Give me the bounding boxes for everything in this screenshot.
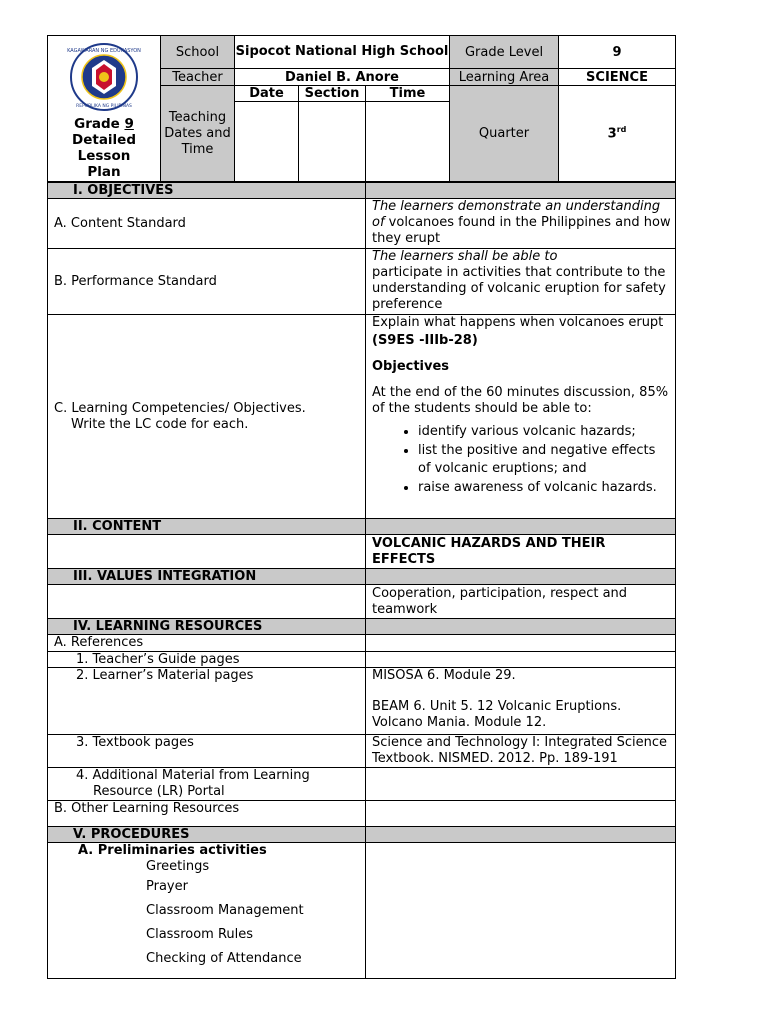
objective-list	[372, 423, 671, 497]
content-title: II. CONTENT	[48, 519, 366, 535]
school-value: Sipocot National High School	[235, 36, 450, 69]
prelim-item: Classroom Rules	[146, 927, 254, 942]
references-label: A. References	[48, 635, 366, 652]
prelim-item: Greetings	[146, 859, 210, 874]
quarter-value: 3rd	[559, 86, 676, 182]
prelim-item: Checking of Attendance	[146, 951, 302, 966]
lesson-plan-table	[47, 182, 676, 979]
time-cell	[366, 102, 450, 182]
grade-number: 9	[124, 116, 134, 132]
section-cell	[299, 102, 366, 182]
plan-title-3: Plan	[87, 164, 121, 180]
school-label: School	[161, 36, 235, 69]
deped-logo	[48, 36, 160, 112]
learners-material-value: MISOSA 6. Module 29. BEAM 6. Unit 5. 12 Volcanic Eruptions. Volcano Mania. Module 12.	[366, 668, 676, 735]
objectives-title: I. OBJECTIVES	[48, 183, 366, 199]
performance-standard-label: B. Performance Standard	[48, 249, 366, 315]
other-resources-label: B. Other Learning Resources	[48, 801, 366, 827]
textbook-value: Science and Technology I: Integrated Science Textbook. NISMED. 2012. Pp. 189-191	[366, 735, 676, 768]
procedures-title: V. PROCEDURES	[48, 827, 366, 843]
plan-title-1: Detailed	[72, 132, 136, 148]
section-label: Section	[299, 86, 366, 102]
learners-material-label: 2. Learner’s Material pages	[48, 668, 366, 735]
performance-standard-value: The learners shall be able to participate in activities that contribute to the understanding of volcanic eruption for safety preference	[366, 249, 676, 315]
preliminaries-label: A. Preliminaries activities	[78, 843, 267, 858]
competencies-value: Explain what happens when volcanoes erupt (S9ES -IIIb-28) Objectives At the end of the 60 minutes discussion, 85% of the students should be able to: • identify various volcanic hazards; • list the positive and negative effects of volcanic eruptions; and • raise awareness of volcanic hazards.	[366, 315, 676, 519]
date-label: Date	[235, 86, 299, 102]
content-value: VOLCANIC HAZARDS AND THEIR EFFECTS	[366, 535, 676, 569]
objective-item: • identify various volcanic hazards;	[418, 423, 671, 442]
header-table	[47, 35, 676, 182]
quarter-label: Quarter	[450, 86, 559, 182]
grade-level-value: 9	[559, 36, 676, 69]
svg-text:REPUBLIKA NG PILIPINAS: REPUBLIKA NG PILIPINAS	[76, 104, 132, 109]
content-standard-value: The learners demonstrate an understanding of volcanoes found in the Philippines and how they erupt	[366, 199, 676, 249]
content-standard-label: A. Content Standard	[48, 199, 366, 249]
teacher-value: Daniel B. Anore	[235, 69, 450, 86]
preliminaries-cell	[48, 843, 366, 979]
plan-title-2: Lesson	[77, 148, 131, 164]
learning-area-label: Learning Area	[450, 69, 559, 86]
teachers-guide-label: 1. Teacher’s Guide pages	[48, 652, 366, 668]
svg-text:KAGAWARAN NG EDUKASYON: KAGAWARAN NG EDUKASYON	[67, 48, 141, 54]
additional-material-label: 4. Additional Material from Learning Resource (LR) Portal	[48, 768, 366, 801]
grade-plan-title	[48, 116, 160, 180]
objective-item: • raise awareness of volcanic hazards.	[418, 479, 671, 498]
competencies-label: C. Learning Competencies/ Objectives. Write the LC code for each.	[48, 315, 366, 519]
teaching-dates-label: Teaching Dates and Time	[161, 86, 235, 182]
learning-area-value: SCIENCE	[559, 69, 676, 86]
teacher-label: Teacher	[161, 69, 235, 86]
grade-word: Grade	[74, 116, 120, 132]
textbook-label: 3. Textbook pages	[48, 735, 366, 768]
date-cell	[235, 102, 299, 182]
time-label: Time	[366, 86, 450, 102]
values-title: III. VALUES INTEGRATION	[48, 569, 366, 585]
values-value: Cooperation, participation, respect and teamwork	[366, 585, 676, 619]
prelim-item: Prayer	[146, 879, 188, 894]
grade-title-cell	[48, 36, 161, 182]
resources-title: IV. LEARNING RESOURCES	[48, 619, 366, 635]
grade-level-label: Grade Level	[450, 36, 559, 69]
prelim-item: Classroom Management	[146, 903, 304, 918]
objective-item: • list the positive and negative effects of volcanic eruptions; and	[418, 442, 671, 479]
